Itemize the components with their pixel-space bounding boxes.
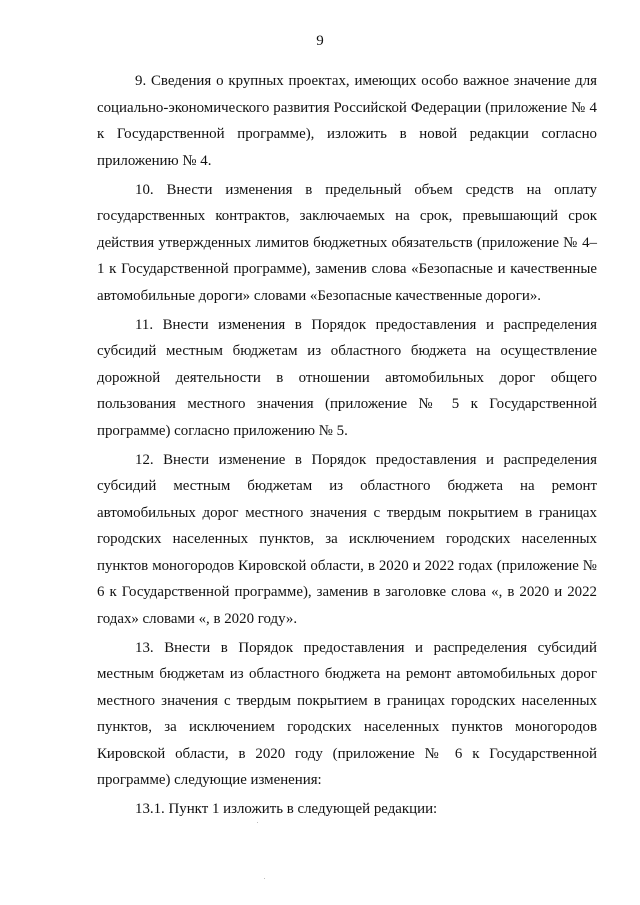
paragraph-13: 13. Внести в Порядок предоставления и распределения субсидий местным бюджетам из областного бюджета на ремонт автомобильных дорог местного значения с твердым покрытием в границах городских населенных пунктов, за исключением городских населенных пунктов моногородов Кировской области, в 2020 году (приложение № 6 к Государственной программе) следующие изменения:: [97, 639, 597, 788]
page-number: 9: [316, 33, 324, 49]
paragraph-10: 10. Внести изменения в предельный объем средств на оплату государственных контрактов, заключаемых на срок, превышающий срок действия утвержденных лимитов бюджетных обязательств (приложение № 4–1 к Государственной программе), заменив слова «Безопасные и качественные автомобильные дороги» словами «Безопасные качественные дороги».: [97, 181, 597, 304]
scan-speck: [264, 878, 265, 879]
paragraph-9: 9. Сведения о крупных проектах, имеющих особо важное значение для социально-экономического развития Российской Федерации (приложение № 4 к Государственной программе), изложить в новой редакции согласно приложению № 4.: [97, 73, 597, 169]
scan-speck: [257, 822, 258, 823]
paragraph-13-1: 13.1. Пункт 1 изложить в следующей редакции:: [135, 801, 438, 817]
document-body: [97, 68, 597, 823]
paragraph-11: 11. Внести изменения в Порядок предоставления и распределения субсидий местным бюджетам из областного бюджета на осуществление дорожной деятельности в отношении автомобильных дорог общего пользования местного значения (приложение № 5 к Государственной программе) согласно приложению № 5.: [97, 316, 597, 439]
paragraph-12: 12. Внести изменение в Порядок предоставления и распределения субсидий местным бюджетам из областного бюджета на ремонт автомобильных дорог местного значения с твердым покрытием в границах городских населенных пунктов, за исключением городских населенных пунктов моногородов Кировской области, в 2020 и 2022 годах (приложение № 6 к Государственной программе), заменив в заголовке слова «, в 2020 и 2022 годах» словами «, в 2020 году».: [97, 451, 597, 627]
